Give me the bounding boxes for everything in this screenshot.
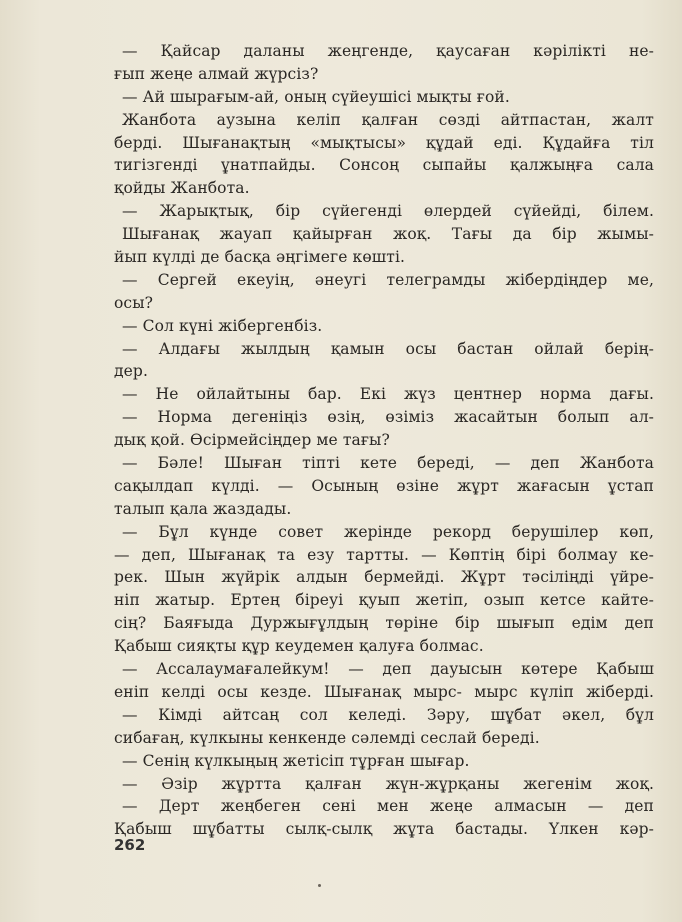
text-line: — деп, Шығанақ та езу тартты. — Көптің бірі болмау ке- bbox=[114, 545, 654, 564]
text-line: осы? bbox=[114, 293, 154, 312]
text-line: — Жарықтық, бір сүйегенді өлердей сүйейді, білем. bbox=[122, 202, 654, 221]
text-line: — Ассалаумағалейкум! — деп дауысын көтере Қабыш bbox=[122, 660, 654, 679]
text-line: — Қайсар даланы жеңгенде, қаусаған кәрілікті не- bbox=[122, 42, 654, 60]
text-line: сибағаң, күлкыны кенкенде сәлемді сеслай береді. bbox=[114, 728, 540, 747]
text-line: — Сергей екеуің, әнеугі телеграмды жібердіңдер ме, bbox=[122, 270, 654, 289]
text-line: — Не ойлайтыны бар. Екі жүз центнер норма дағы. bbox=[122, 385, 654, 404]
text-line: — Алдағы жылдың қамын осы бастан ойлай берің- bbox=[122, 339, 654, 358]
text-line: ғып жеңе алмай жүрсіз? bbox=[114, 64, 319, 83]
text-line: Жанбота аузына келіп қалған сөзді айтпастан, жалт bbox=[122, 110, 654, 129]
text-line: — Ай шырағым-ай, оның сүйеушісі мықты ғой. bbox=[122, 87, 510, 106]
text-line: — Дерт жеңбеген сені мен жеңе алмасын — деп bbox=[122, 797, 654, 816]
text-line: берді. Шығанақтың «мықтысы» құдай еді. Құдайға тіл bbox=[114, 133, 654, 152]
text-line: — Кімді айтсаң сол келеді. Зәру, шұбат әкел, бұл bbox=[122, 705, 654, 724]
text-line: — Бәле! Шыған тіпті кете береді, — деп Жанбота bbox=[122, 454, 654, 473]
text-line: рек. Шын жүйрік алдын бермейді. Жұрт тәсіліңді үйре- bbox=[114, 568, 654, 587]
text-line: сақылдап күлді. — Осының өзіне жұрт жағасын ұстап bbox=[114, 476, 654, 495]
print-speck bbox=[318, 884, 321, 887]
text-line: йып күлді де басқа әңгімеге көшті. bbox=[114, 248, 406, 267]
text-line: талып қала жаздады. bbox=[114, 499, 292, 518]
text-line: сің? Баяғыда Дуржығұлдың төріне бір шығып едім деп bbox=[114, 614, 654, 633]
text-line: Қабыш сияқты құр кеудемен қалуға болмас. bbox=[114, 637, 484, 656]
text-line: дық қой. Өсірмейсіңдер ме тағы? bbox=[114, 431, 390, 450]
text-line: қойды Жанбота. bbox=[114, 179, 250, 198]
page-number: 262 bbox=[114, 836, 146, 854]
text-line: — Әзір жұртта қалған жүн-жұрқаны жегенім жоқ. bbox=[122, 774, 654, 793]
text-line: дер. bbox=[114, 362, 148, 381]
text-line: еніп келді осы кезде. Шығанақ мырс- мырс күліп жіберді. bbox=[114, 682, 654, 701]
text-line: тигізгенді ұнатпайды. Сонсоң сыпайы қалжыңға сала bbox=[114, 156, 654, 175]
text-line: Қабыш шұбатты сылқ-сылқ жұта бастады. Үлкен кәр- bbox=[114, 820, 654, 839]
body-text bbox=[114, 40, 654, 841]
text-line: — Бұл күнде совет жерінде рекорд берушілер көп, bbox=[122, 522, 654, 541]
text-line: Шығанақ жауап қайырған жоқ. Тағы да бір жымы- bbox=[122, 225, 654, 244]
text-line: — Сол күні жібергенбіз. bbox=[122, 316, 323, 335]
text-line: — Норма дегеніңіз өзің, өзіміз жасайтын болып ал- bbox=[122, 408, 654, 427]
text-line: — Сенің күлкыңың жетісіп тұрған шығар. bbox=[122, 751, 470, 770]
text-line: ніп жатыр. Ертең біреуі қуып жетіп, озып кетсе кайте- bbox=[114, 591, 654, 610]
